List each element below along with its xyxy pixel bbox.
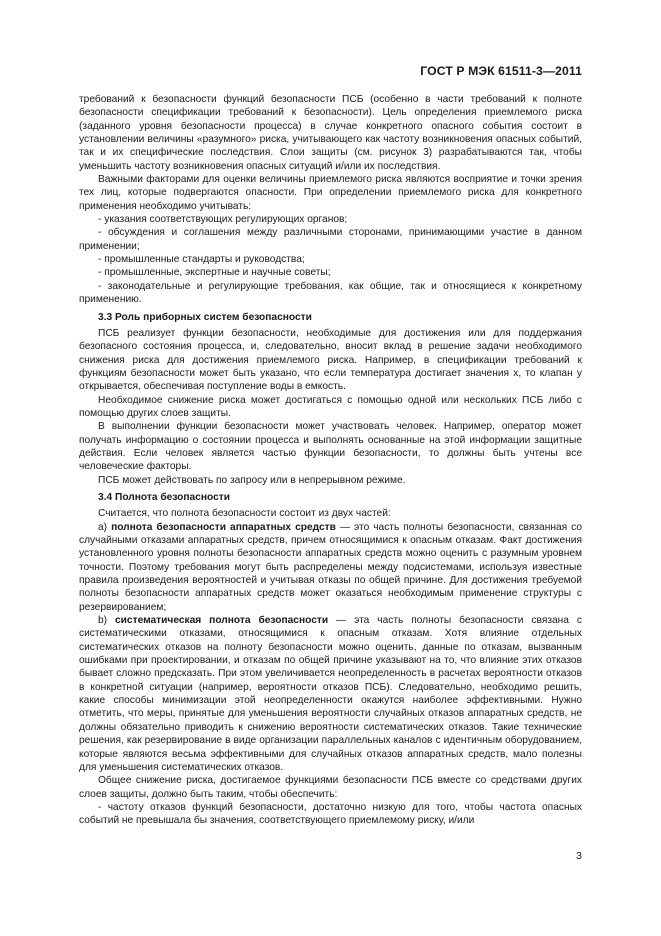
item-prefix: a) — [98, 521, 108, 533]
list-item: - частоту отказов функций безопасности, достаточно низкую для того, чтобы частота опасных событий не превышала бы значения, соответствующего приемлемому риску, и/или — [79, 801, 582, 827]
list-item: - промышленные, экспертные и научные советы; — [98, 267, 331, 279]
paragraph: ПСБ может действовать по запросу или в непрерывном режиме. — [98, 474, 406, 486]
list-item-a — [79, 521, 582, 614]
paragraph: Считается, что полнота безопасности состоит из двух частей: — [98, 508, 391, 520]
document-code: ГОСТ Р МЭК 61511-3—2011 — [420, 64, 582, 78]
list-item-b — [79, 614, 582, 774]
item-prefix: b) — [98, 615, 108, 627]
section-heading-3-4: 3.4 Полнота безопасности — [98, 491, 230, 503]
list-item: - законодательные и регулирующие требования, как общие, так и относящиеся к конкретному применению. — [79, 280, 582, 306]
page-content — [79, 93, 582, 828]
list-item: - указания соответствующих регулирующих органов; — [98, 214, 348, 226]
list-item: - промышленные стандарты и руководства; — [98, 254, 305, 266]
item-text: — эта часть полноты безопасности связана с систематическими отказами, относящимися к опасным отказам. Хотя влияние отдельных систематических отказов на полноту безопасности можно оценить, данные по отказам, вызванным ошибками при проектировании, и отказам по общей причине указывают на то, что влияние этих отказов бывает сложно предсказать. При этом увеличивается неопределенность в расчетах вероятности отказов в конкретной ситуации (например, вероятности отказов ПСБ). Следовательно, необходимо решить, какие способы минимизации этой неопределенности окажутся наиболее эффективными. Нужно отметить, что меры, принятые для уменьшения вероятности случайных отказов аппаратных средств, не должны обязательно приводить к снижению вероятности систематических отказов. Такие технические решения, как резервирование в виде организации параллельных каналов с идентичным оборудованием, которые являются весьма эффективными для случайных отказов аппаратных средств, мало полезны для уменьшения систематических отказов. — [79, 615, 582, 773]
paragraph: ПСБ реализует функции безопасности, необходимые для достижения или для поддержания безопасного состояния процесса, и, следовательно, вносит вклад в решение задачи необходимого снижения риска для достижения приемлемого риска. Например, в спецификации требований к функциям безопасности может быть указано, что если температура достигает значения x, то клапан y открывается, обеспечивая поступление воды в емкость. — [79, 327, 582, 393]
paragraph: В выполнении функции безопасности может участвовать человек. Например, оператор может получать информацию о состоянии процесса и выполнять основанные на этой информации защитные действия. Если человек является частью функции безопасности, то должны быть учтены все человеческие факторы. — [79, 421, 582, 473]
paragraph: Важными факторами для оценки величины приемлемого риска являются восприятие и точки зрения тех лиц, которые подвергаются опасности. При определении приемлемого риска для конкретного применения необходимо учитывать: — [79, 174, 582, 212]
paragraph: требований к безопасности функций безопасности ПСБ (особенно в части требований к полноте безопасности спецификации требований к безопасности). Цель определения приемлемого риска (заданного уровня безопасности процесса) в случае конкретного опасного события состоит в установлении величины «разумного» риска, учитывающего как частоту возникновения опасных событий, так и их специфические последствия. Слои защиты (см. рисунок 3) разрабатываются так, чтобы уменьшить частоту возникновения опасных ситуаций и/или их последствия. — [79, 94, 582, 172]
list-item: - обсуждения и соглашения между различными сторонами, принимающими участие в данном применении; — [79, 227, 582, 252]
item-term: систематическая полнота безопасности — [115, 615, 329, 627]
page-number: 3 — [576, 850, 582, 862]
item-term: полнота безопасности аппаратных средств — [111, 521, 336, 533]
section-heading-3-3: 3.3 Роль приборных систем безопасности — [98, 311, 312, 323]
item-text: — это часть полноты безопасности, связанная со случайными отказами аппаратных средств, причем относящимися к опасным отказам. Факт достижения установленного уровня полноты безопасности аппаратных средств можно оценить с разумным уровнем точности. Поэтому требования могут быть распределены между подсистемами, используя известные правила произведения вероятностей и учитывая отказы по общей причине. Для достижения требуемой полноты безопасности аппаратных средств может оказаться необходимым применение структуры с резервированием; — [79, 521, 582, 613]
paragraph: Общее снижение риска, достигаемое функциями безопасности ПСБ вместе со средствами других слоев защиты, должно быть таким, чтобы обеспечить: — [79, 775, 582, 800]
paragraph: Необходимое снижение риска может достигаться с помощью одной или нескольких ПСБ либо с помощью других слоев защиты. — [79, 394, 582, 419]
